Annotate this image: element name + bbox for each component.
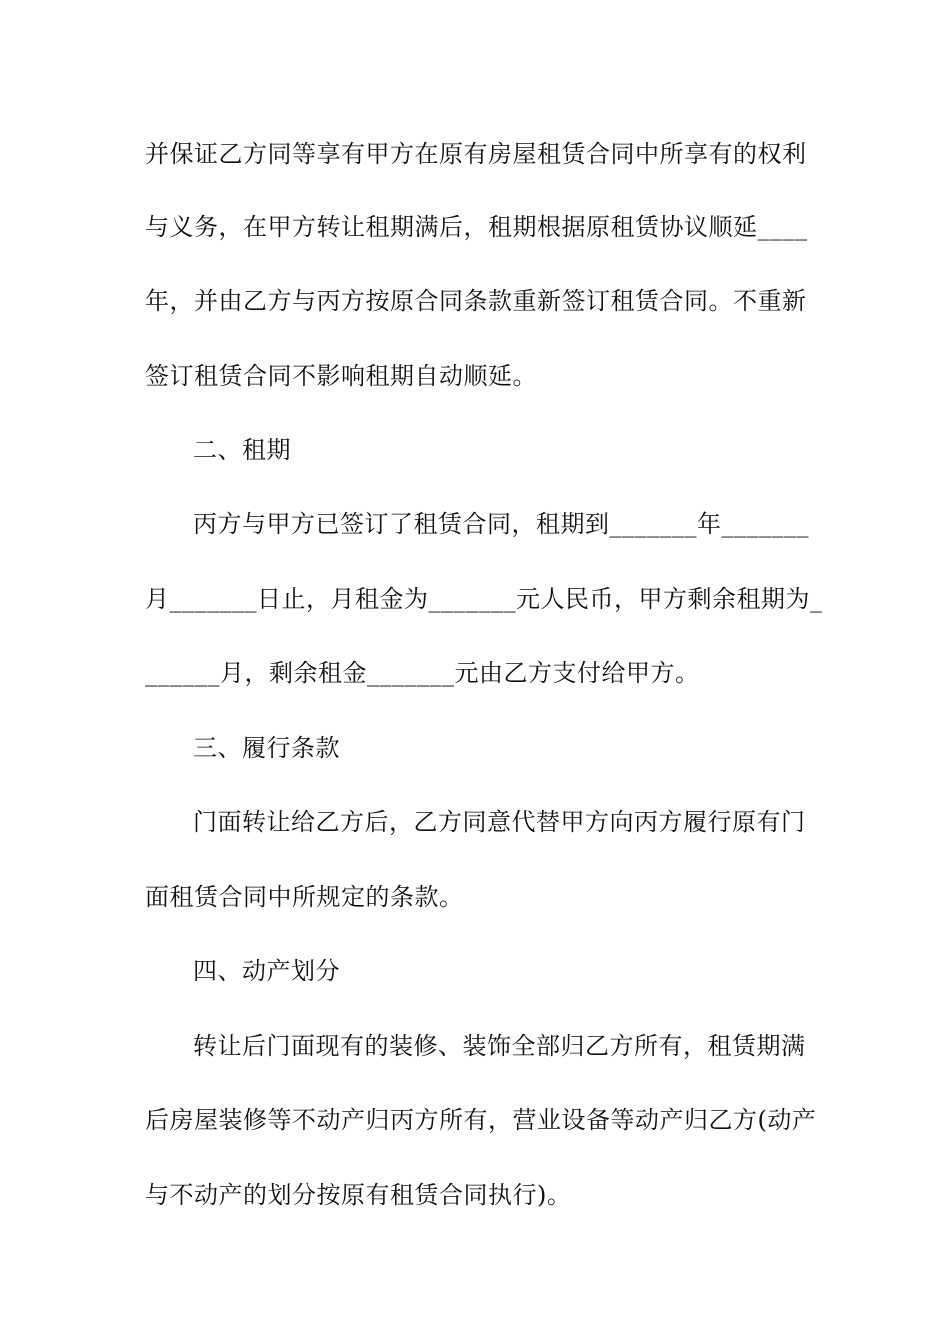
paragraph-line: 并保证乙方同等享有甲方在原有房屋租赁合同中所享有的权利 [145, 140, 807, 168]
paragraph-line: 丙方与甲方已签订了租赁合同，租期到_______年_______ [193, 510, 809, 538]
paragraph-line: 面租赁合同中所规定的条款。 [145, 883, 464, 911]
paragraph-line: 与义务，在甲方转让租期满后，租期根据原租赁协议顺延____ [145, 213, 808, 241]
section-heading: 三、履行条款 [193, 734, 340, 762]
section-heading: 二、租期 [193, 436, 291, 464]
paragraph-line: 转让后门面现有的装修、装饰全部归乙方所有，租赁期满 [193, 1032, 806, 1060]
paragraph-line: 月_______日止，月租金为_______元人民币，甲方剩余租期为_ [145, 585, 823, 613]
paragraph-line: 门面转让给乙方后，乙方同意代替甲方向丙方履行原有门 [193, 808, 806, 836]
paragraph-line: 年，并由乙方与丙方按原合同条款重新签订租赁合同。不重新 [145, 287, 807, 315]
paragraph-line: ______月，剩余租金_______元由乙方支付给甲方。 [145, 659, 700, 687]
section-heading: 四、动产划分 [193, 957, 340, 985]
paragraph-line: 后房屋装修等不动产归丙方所有，营业设备等动产归乙方(动产 [145, 1106, 817, 1134]
paragraph-line: 与不动产的划分按原有租赁合同执行)。 [145, 1181, 572, 1209]
paragraph-line: 签订租赁合同不影响租期自动顺延。 [145, 362, 537, 390]
